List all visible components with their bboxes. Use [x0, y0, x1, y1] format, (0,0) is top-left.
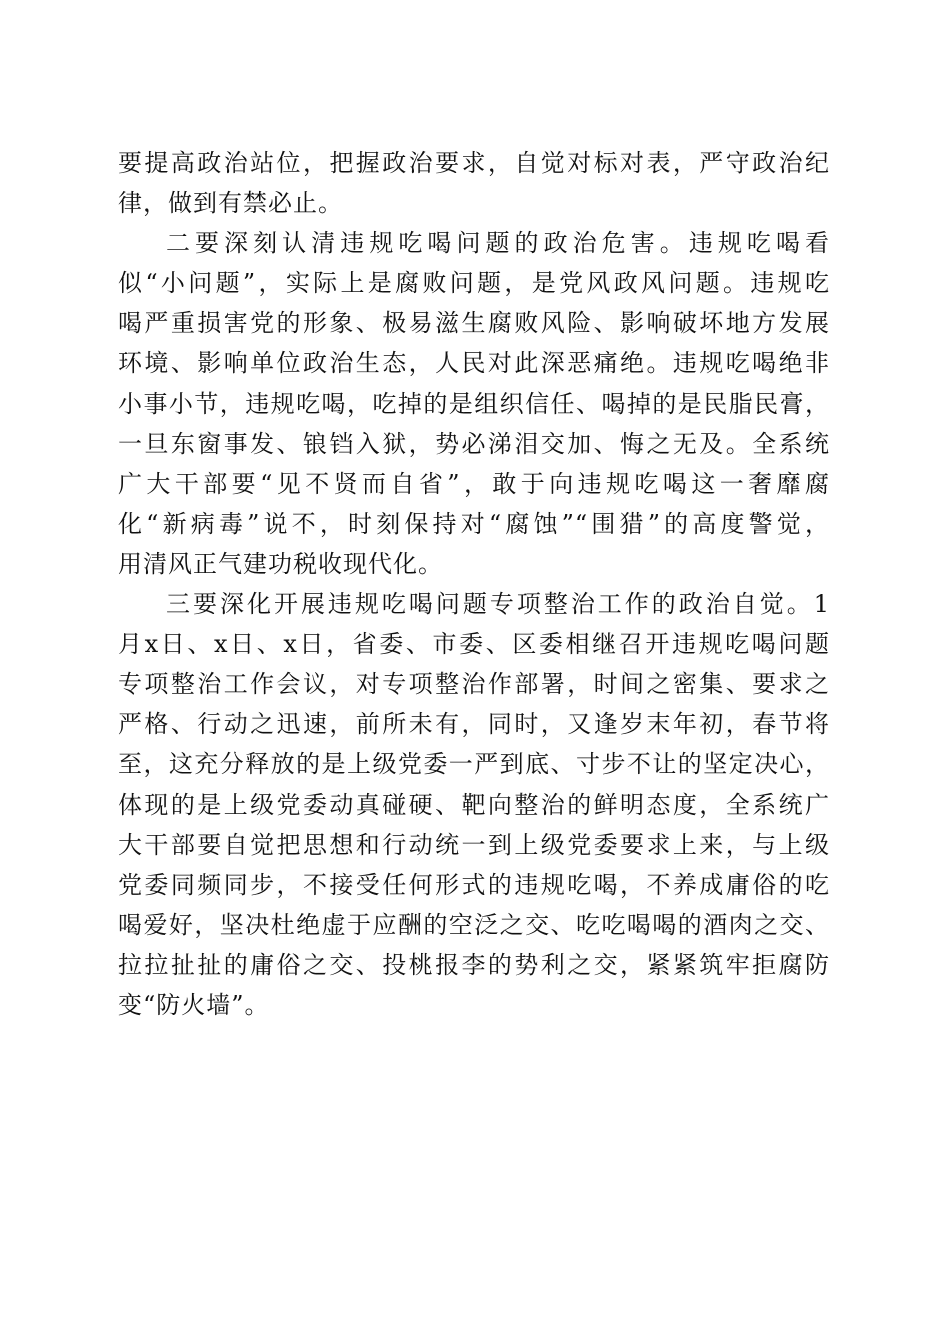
- paragraph-second-point: [118, 223, 830, 584]
- paragraph-line: 变“防火墙”。: [118, 990, 270, 1019]
- paragraph-line: 一旦东窗事发、锒铛入狱，势必涕泪交加、悔之无及。全系统: [118, 429, 830, 458]
- paragraph-line: 拉拉扯扯的庸俗之交、投桃报李的势利之交，紧紧筑牢拒腐防: [118, 950, 830, 979]
- paragraph-line: 化“新病毒”说不，时刻保持对“腐蚀”“围猎”的高度警觉，: [118, 509, 830, 538]
- paragraph-line: 至，这充分释放的是上级党委一严到底、寸步不让的坚定决心，: [118, 750, 830, 779]
- paragraph-third-point: [118, 584, 830, 1025]
- paragraph-line: 喝爱好，坚决杜绝虚于应酬的空泛之交、吃吃喝喝的酒肉之交、: [118, 910, 830, 939]
- paragraph-line: 二要深刻认清违规吃喝问题的政治危害。违规吃喝看: [166, 229, 830, 258]
- paragraph-line: 用清风正气建功税收现代化。: [118, 549, 443, 578]
- paragraph-continuation: [118, 143, 830, 223]
- paragraph-line: 小事小节，违规吃喝，吃掉的是组织信任、喝掉的是民脂民膏，: [118, 389, 830, 418]
- paragraph-line: 广大干部要“见不贤而自省”，敢于向违规吃喝这一奢靡腐: [118, 469, 830, 498]
- paragraph-line: 喝严重损害党的形象、极易滋生腐败风险、影响破坏地方发展: [118, 309, 830, 338]
- paragraph-line: 要提高政治站位，把握政治要求，自觉对标对表，严守政治纪: [118, 149, 830, 177]
- document-body: [118, 143, 830, 1025]
- paragraph-line: 三要深化开展违规吃喝问题专项整治工作的政治自觉。1: [166, 590, 830, 619]
- paragraph-line: 大干部要自觉把思想和行动统一到上级党委要求上来，与上级: [118, 830, 830, 859]
- paragraph-line: 体现的是上级党委动真碰硬、靶向整治的鲜明态度，全系统广: [118, 790, 830, 819]
- paragraph-line: 专项整治工作会议，对专项整治作部署，时间之密集、要求之: [118, 670, 830, 699]
- paragraph-line: 似“小问题”，实际上是腐败问题，是党风政风问题。违规吃: [118, 269, 830, 298]
- paragraph-line: 党委同频同步，不接受任何形式的违规吃喝，不养成庸俗的吃: [118, 870, 830, 899]
- paragraph-line: 环境、影响单位政治生态，人民对此深恶痛绝。违规吃喝绝非: [118, 349, 830, 378]
- paragraph-line: 严格、行动之迅速，前所未有，同时，又逢岁末年初，春节将: [118, 710, 830, 739]
- paragraph-line: 律，做到有禁必止。: [118, 189, 343, 218]
- paragraph-line: 月x日、x日、x日，省委、市委、区委相继召开违规吃喝问题: [118, 630, 830, 659]
